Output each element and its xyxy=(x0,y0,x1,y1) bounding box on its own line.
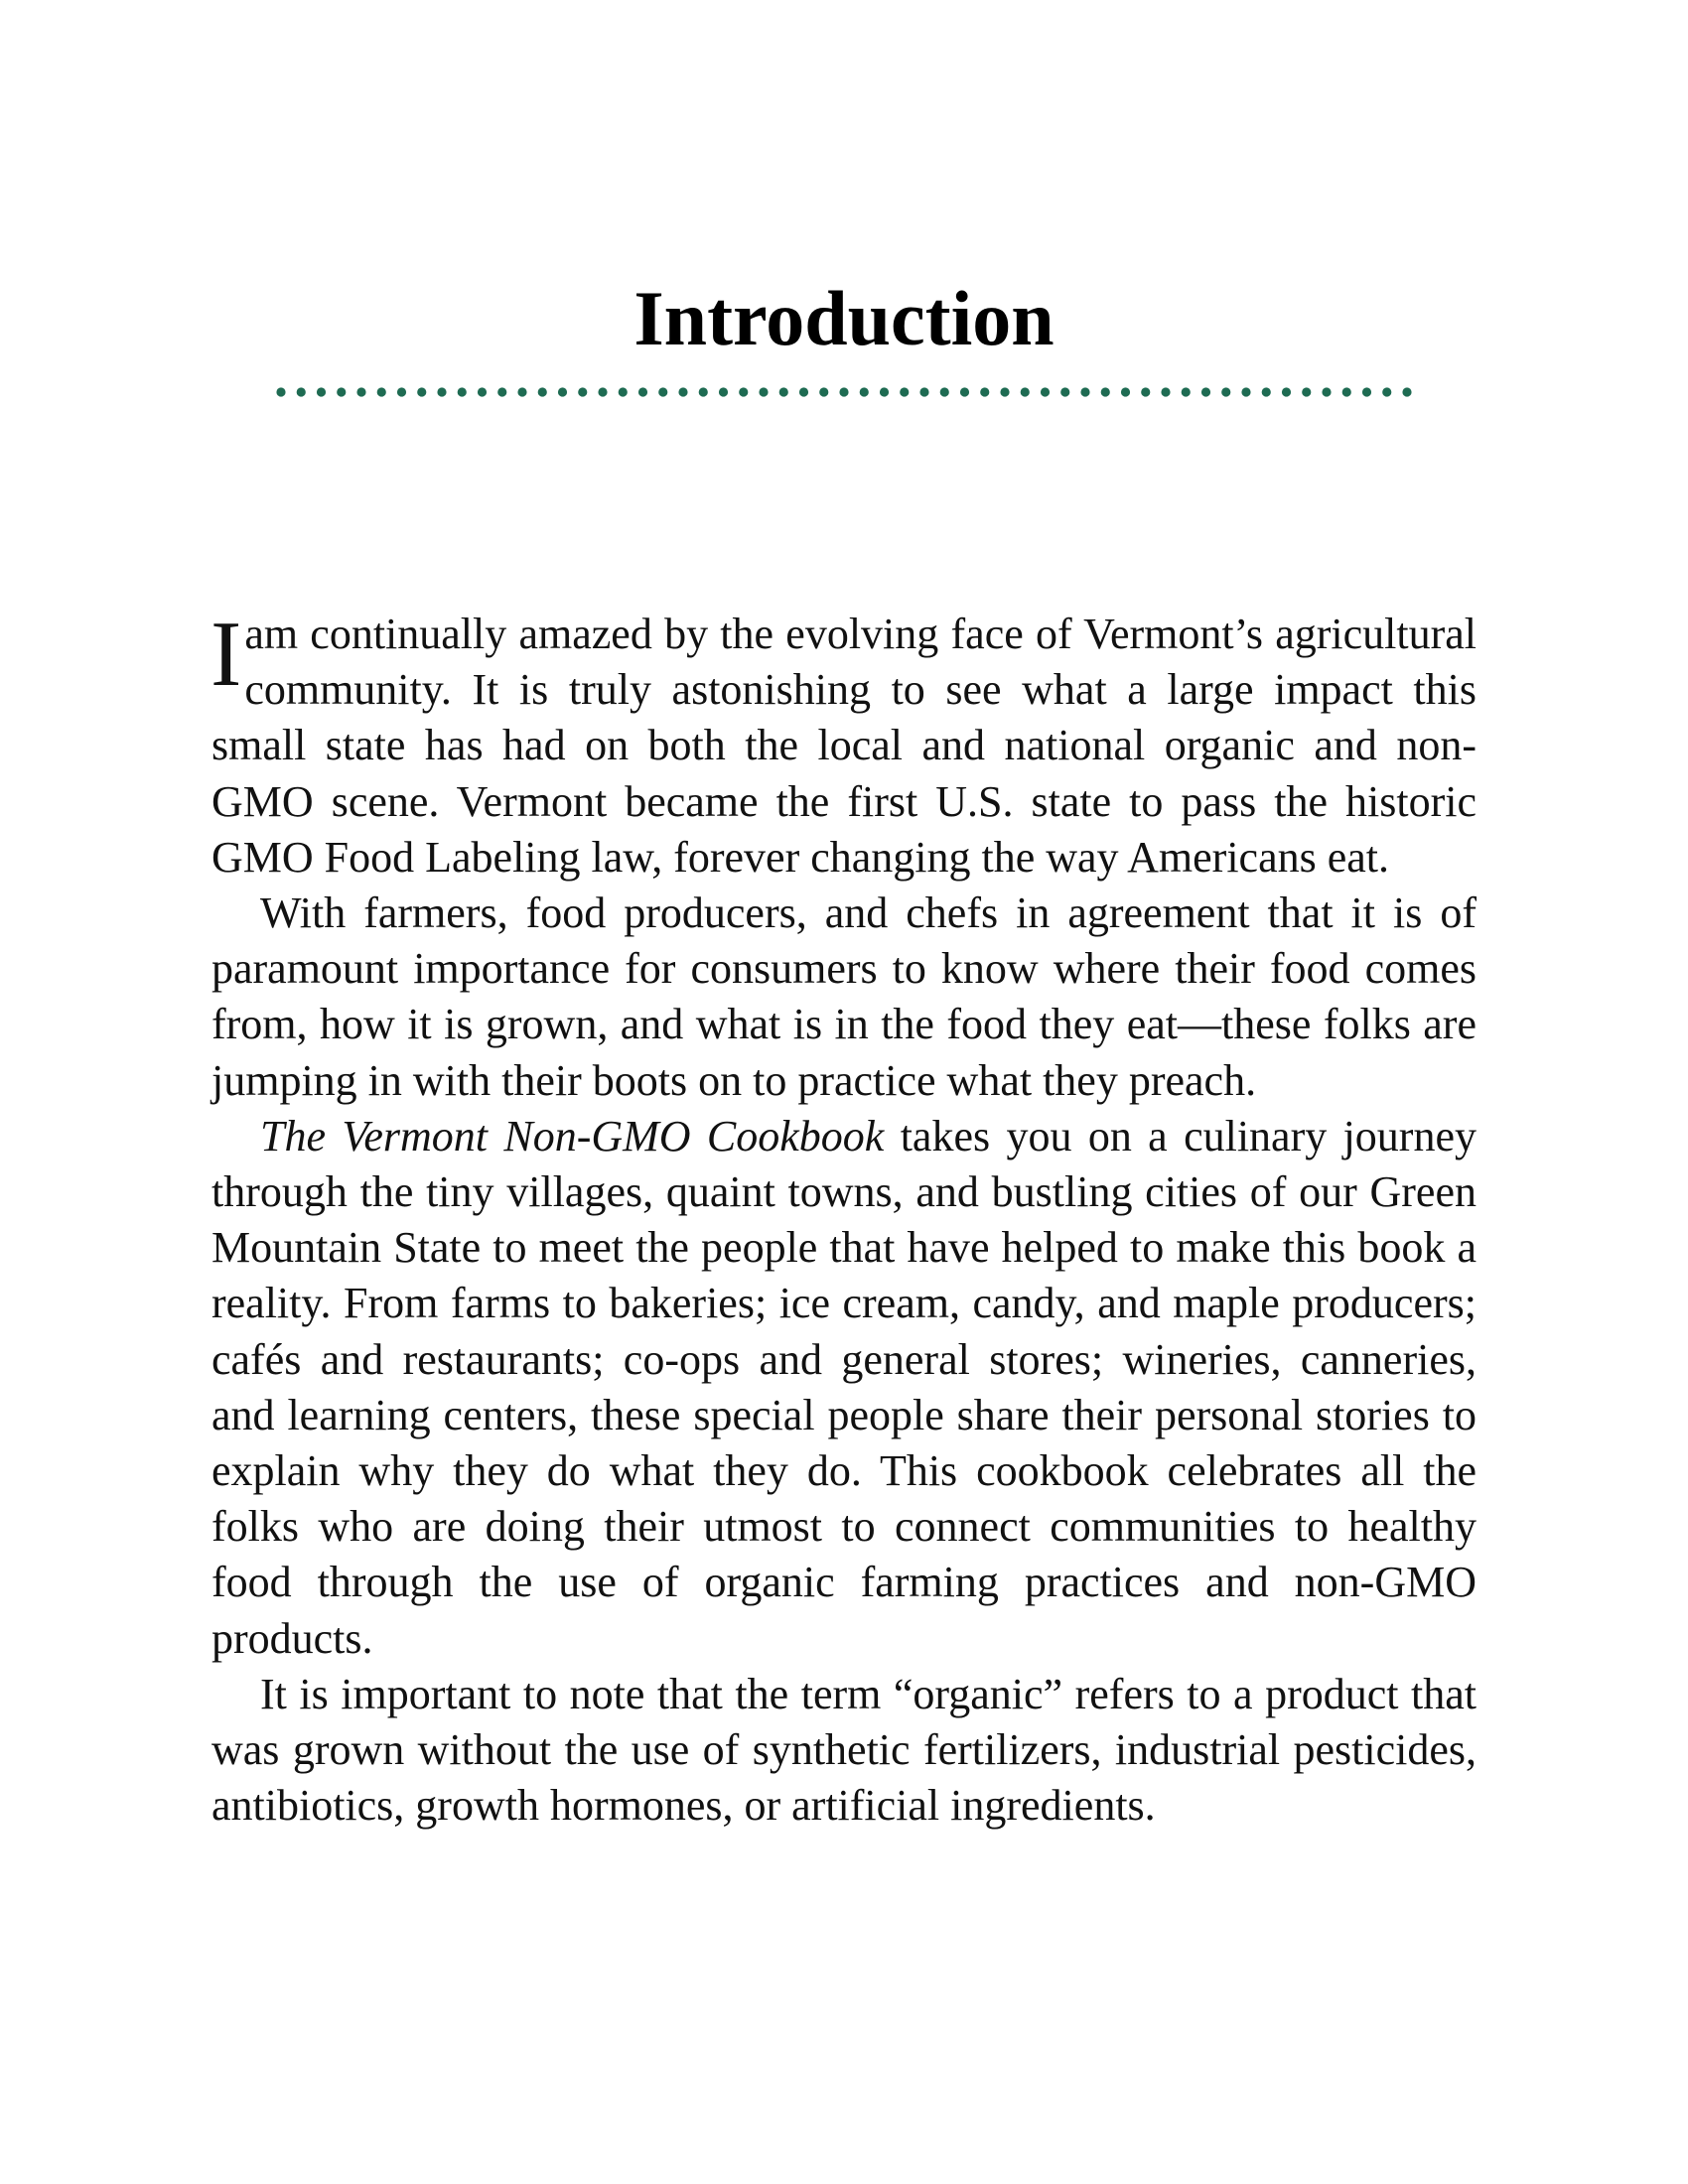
rule-dot xyxy=(337,387,346,396)
rule-dot xyxy=(1041,387,1050,396)
rule-dot xyxy=(919,387,928,396)
page-title: Introduction xyxy=(633,275,1055,361)
paragraph-3-text: takes you on a culinary journey through the tiny villages, quaint towns, and bustling cities of our Green Mountain State to meet the people that have helped to make this book a reality. From farms to bakeries; ice cream, candy, and maple producers; cafés and restaurants; co-ops and general stores; wineries, canneries, and learning centers, these special people share their personal stories to explain why they do what they do. This cookbook celebrates all the folks who are doing their utmost to connect communities to healthy food through the use of organic farming practices and non-GMO products. xyxy=(211,1111,1477,1663)
rule-dot xyxy=(317,387,326,396)
dotted-rule-divider xyxy=(273,385,1415,399)
rule-dot xyxy=(1302,387,1311,396)
rule-dot xyxy=(598,387,607,396)
rule-dot xyxy=(1101,387,1110,396)
paragraph-3 xyxy=(211,1109,1477,1667)
paragraph-1-text: am continually amazed by the evolving face of Vermont’s agricultural community. It is truly astonishing to see what a large impact this small state has had on both the local and national organic and non-GMO scene. Vermont became the first U.S. state to pass the historic GMO Food Labeling law, forever changing the way Americans eat. xyxy=(211,610,1477,882)
rule-dot xyxy=(1262,387,1271,396)
rule-dot xyxy=(1121,387,1130,396)
rule-dot xyxy=(1000,387,1009,396)
rule-dot xyxy=(1342,387,1351,396)
rule-dot xyxy=(397,387,406,396)
rule-dot xyxy=(1161,387,1170,396)
rule-dot xyxy=(1402,387,1411,396)
drop-cap: I xyxy=(211,603,242,706)
rule-dot xyxy=(980,387,989,396)
rule-dot xyxy=(759,387,768,396)
rule-dot xyxy=(356,387,365,396)
rule-dot xyxy=(880,387,889,396)
rule-dot xyxy=(538,387,547,396)
rule-dot xyxy=(1060,387,1069,396)
rule-dot xyxy=(1362,387,1371,396)
rule-dot xyxy=(578,387,587,396)
paragraph-1 xyxy=(211,603,1477,886)
rule-dot xyxy=(839,387,848,396)
rule-dot xyxy=(699,387,708,396)
rule-dot xyxy=(739,387,748,396)
rule-dot xyxy=(1182,387,1191,396)
rule-dot xyxy=(517,387,526,396)
rule-dot xyxy=(658,387,667,396)
rule-dot xyxy=(1221,387,1230,396)
rule-dot xyxy=(478,387,487,396)
rule-dot xyxy=(1322,387,1331,396)
rule-dot xyxy=(960,387,969,396)
rule-dot xyxy=(1021,387,1030,396)
rule-dot xyxy=(638,387,647,396)
rule-dot xyxy=(779,387,788,396)
rule-dot xyxy=(819,387,828,396)
rule-dot xyxy=(276,387,285,396)
rule-dot xyxy=(940,387,949,396)
rule-dot xyxy=(458,387,467,396)
rule-dot xyxy=(377,387,386,396)
body-text xyxy=(211,603,1477,1834)
rule-dot xyxy=(619,387,628,396)
rule-dot xyxy=(1080,387,1089,396)
paragraph-2: With farmers, food producers, and chefs in agreement that it is of paramount importance for consumers to know where their food comes from, how it is grown, and what is in the food they eat—these folks are jumping in with their boots on to practice what they preach. xyxy=(211,888,1477,1105)
rule-dot xyxy=(297,387,306,396)
rule-dot xyxy=(558,387,567,396)
book-title-italic: The Vermont Non-GMO Cookbook xyxy=(260,1111,885,1160)
rule-dot xyxy=(719,387,728,396)
paragraph-4: It is important to note that the term “organic” refers to a product that was grown without the use of synthetic fertilizers, industrial pesticides, antibiotics, growth hormones, or artificial ingredients. xyxy=(211,1669,1477,1831)
rule-dot xyxy=(678,387,687,396)
rule-dot xyxy=(900,387,909,396)
rule-dot xyxy=(1282,387,1291,396)
rule-dot xyxy=(1201,387,1210,396)
rule-dot xyxy=(437,387,446,396)
rule-dot xyxy=(497,387,506,396)
rule-dot xyxy=(799,387,808,396)
rule-dot xyxy=(1141,387,1150,396)
rule-dot xyxy=(860,387,869,396)
rule-dot xyxy=(1241,387,1250,396)
rule-dot xyxy=(417,387,426,396)
rule-dot xyxy=(1382,387,1391,396)
